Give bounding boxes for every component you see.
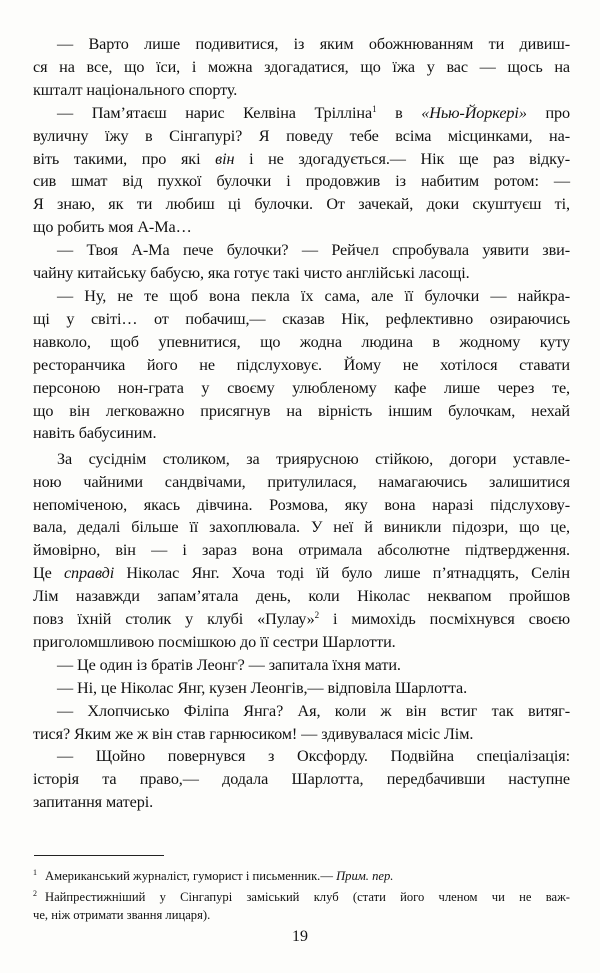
- text-line: віть такими, про які він і не здогадується.— Нік ще раз відку-: [33, 149, 570, 168]
- paragraph: [33, 700, 570, 746]
- text-line: приголомшливою посмішкою до її сестри Шарлотти.: [33, 632, 396, 651]
- paragraph: [33, 239, 570, 285]
- footnote-line: $^1$ Американський журналіст, гуморист і письменник.— Прим. пер.: [33, 868, 394, 883]
- text-line: персоною нон-грата у своєму улюбленому кафе лише через те,: [33, 378, 570, 397]
- text-line: — Щойно повернувся з Оксфорду. Подвійна спеціалізація:: [57, 747, 570, 766]
- text-line: — Ну, не те щоб вона пекла їх сама, але її булочки — найкра-: [57, 286, 570, 305]
- text-line: що він легковажно присягнув на вірність іншим булочкам, нехай: [33, 401, 570, 420]
- footnote-line: $^2$ Найпрестижніший у Сінгапурі заміський клуб (стати його членом чи не важ-: [33, 889, 570, 904]
- text-line: що робить моя А-Ма…: [33, 218, 192, 237]
- text-line: кшталт національного спорту.: [33, 80, 238, 99]
- paragraph: [33, 654, 570, 677]
- text-line: навіть бабусиним.: [33, 424, 157, 443]
- text-line: історія та право,— додала Шарлотта, передбачивши наступне: [33, 770, 570, 789]
- paragraph: [33, 677, 570, 700]
- paragraph: [33, 448, 570, 654]
- text-line: Лім назавжди запам’ятала день, коли Ніколас неквапом пройшов: [33, 587, 570, 606]
- text-line: ресторанчика його не підслуховує. Йому не хотілося ставати: [33, 355, 570, 374]
- paragraph: [33, 102, 570, 239]
- text-line: сив шмат від пухкої булочки і продовжив із набитим ротом: —: [33, 172, 570, 191]
- paragraph: [33, 285, 570, 445]
- text-line: повз їхній столик у клубі «Пулау»$^2$ і мимохідь посміхнувся своєю: [33, 610, 570, 629]
- emphasis: Прим. пер.: [336, 869, 394, 883]
- text-line: вуличну їжу в Сінгапурі? Я поведу тебе всіма місцинками, на-: [33, 126, 570, 145]
- paragraph: [33, 33, 570, 102]
- emphasis: справді: [63, 564, 115, 583]
- text-line: — Твоя А-Ма пече булочки? — Рейчел спробувала уявити зви-: [57, 241, 570, 260]
- text-line: — Пам’ятаєш нарис Келвіна Трілліна$^1$ в «Нью-Йоркері» про: [57, 103, 570, 122]
- footnote-number: 1: [33, 868, 37, 877]
- footnote-line: че, ніж отримати звання лицаря).: [33, 908, 211, 922]
- text-line: непоміченою, якась дівчина. Розмова, яку вона наразі підслухову-: [33, 495, 570, 514]
- footnote-ref[interactable]: 2: [314, 610, 320, 621]
- text-line: Я знаю, як ти любиш ці булочки. От зачекай, доки скуштуєш ті,: [33, 195, 570, 214]
- text-line: За сусіднім столиком, за триярусною стійкою, догори уставле-: [57, 449, 570, 468]
- page-number: 19: [292, 928, 308, 945]
- text-line: — Варто лише подивитися, із яким обожнюванням ти дивиш-: [57, 35, 570, 53]
- footnote-number: 2: [33, 889, 37, 898]
- footnote-divider: [34, 855, 164, 856]
- text-line: — Ні, це Ніколас Янг, кузен Леонгів,— відповіла Шарлотта.: [57, 678, 468, 697]
- text-line: вала, дедалі більше її захоплювала. У неї й виникли підозри, що це,: [33, 518, 570, 537]
- text-line: тися? Яким же ж він став гарнюсиком! — здивувалася місіс Лім.: [33, 724, 474, 743]
- text-line: ся на все, що їси, і можна здогадатися, що їжа у вас — щось на: [33, 57, 570, 76]
- text-line: — Хлопчисько Філіпа Янга? Ая, коли ж він встиг так витяг-: [57, 701, 570, 720]
- body-text: [33, 33, 570, 814]
- text-line: щі у світі… от побачиш,— сказав Нік, рефлективно озираючись: [33, 309, 570, 328]
- text-line: навколо, щоб упевнитися, що жодна людина в жодному куту: [33, 332, 570, 351]
- text-line: Це справді Ніколас Янг. Хоча тоді їй було лише п’ятнадцять, Селін: [33, 564, 570, 583]
- text-line: чайну китайську бабусю, яка готує такі чисто англійські ласощі.: [33, 264, 470, 283]
- footnote-ref[interactable]: 1: [372, 103, 377, 114]
- paragraph: [33, 745, 570, 814]
- emphasis: він: [215, 149, 235, 168]
- text-line: ною чайними сандвічами, притулилася, намагаючись залишитися: [33, 472, 570, 491]
- emphasis: «Нью-Йоркері»: [421, 103, 527, 122]
- text-line: — Це один із братів Леонг? — запитала їхня мати.: [57, 655, 401, 674]
- text-line: ймовірно, він — і зараз вона отримала абсолютне підтвердження.: [33, 541, 570, 560]
- text-line: запитання матері.: [33, 793, 154, 812]
- footnotes: [33, 864, 570, 924]
